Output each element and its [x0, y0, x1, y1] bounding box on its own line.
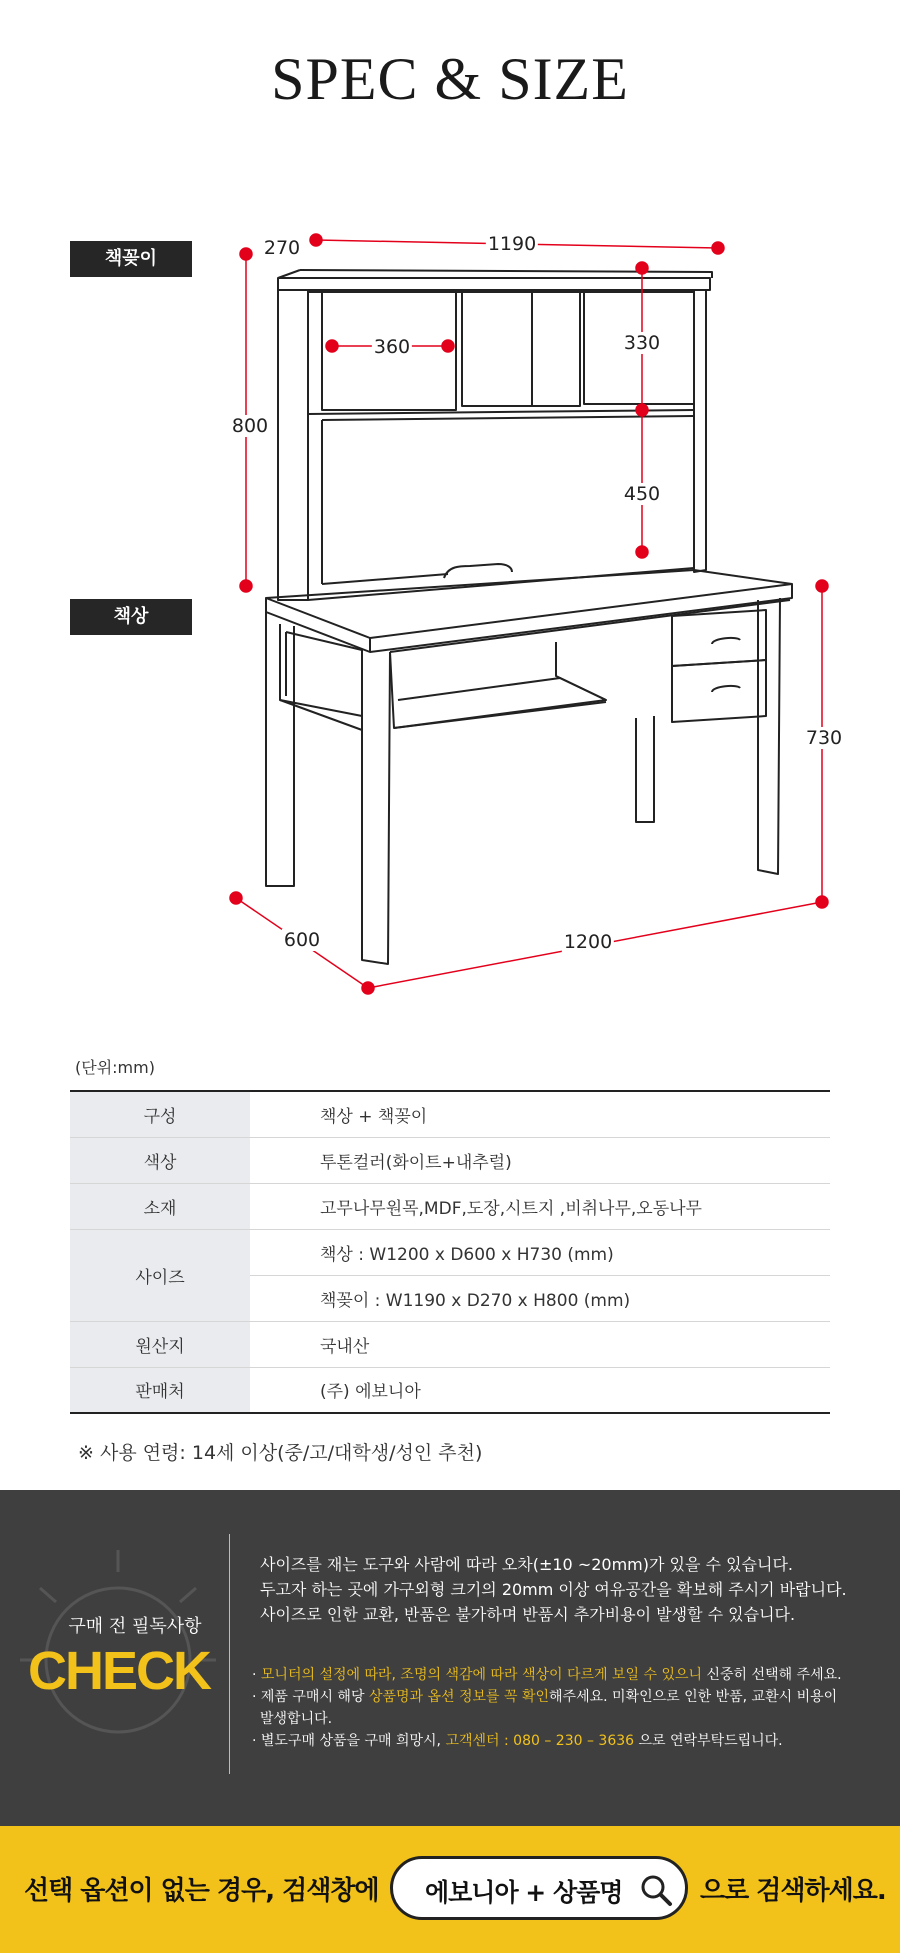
- table-row: [70, 1229, 830, 1275]
- dim-hutch-width: 1190: [487, 233, 537, 255]
- check-bullets: [252, 1664, 882, 1752]
- banner-left-text: 선택 옵션이 없는 경우, 검색창에: [24, 1876, 379, 1906]
- bullet-highlight: 상품명과 옵션 정보를 꼭 확인: [368, 1689, 550, 1705]
- unit-label: (단위:mm): [75, 1058, 155, 1077]
- bullet-item: · 모니터의 설정에 따라, 조명의 색감에 따라 색상이 다르게 보일 수 있으니 신중히 선택해 주세요.: [252, 1667, 842, 1683]
- check-notes: [260, 1552, 880, 1627]
- row-value: 책꽂이 : W1190 x D270 x H800 (mm): [250, 1275, 830, 1321]
- row-label: 판매처: [70, 1367, 250, 1413]
- desk-label: 책상: [70, 599, 192, 635]
- dim-hutch-height: 800: [231, 415, 269, 437]
- bullet-text: 으로 연락부탁드립니다.: [634, 1733, 783, 1749]
- check-title: CHECK: [27, 1641, 210, 1701]
- note-line: 사이즈를 재는 도구와 사람에 따라 오차(±10 ~20mm)가 있을 수 있습니다.: [260, 1555, 793, 1574]
- dim-desk-depth: 600: [283, 929, 321, 951]
- note-line: 두고자 하는 곳에 가구외형 크기의 20mm 이상 여유공간을 확보해 주시기 바랍니다.: [260, 1580, 847, 1599]
- search-guide-banner: [0, 1826, 900, 1953]
- table-row: [70, 1137, 830, 1183]
- search-keyword: 에보니아 + 상품명: [425, 1878, 623, 1907]
- note-line: 사이즈로 인한 교환, 반품은 불가하며 반품시 추가비용이 발생할 수 있습니다.: [260, 1605, 796, 1624]
- hutch-label: 책꽂이: [70, 241, 192, 277]
- dim-desk-width: 1200: [563, 931, 613, 953]
- row-label: 원산지: [70, 1321, 250, 1367]
- row-label: 구성: [70, 1091, 250, 1137]
- dim-cubby-width: 360: [373, 336, 411, 358]
- bullet-highlight: 모니터의 설정에 따라, 조명의 색감에 따라 색상이 다르게 보일 수 있으니: [260, 1667, 703, 1683]
- divider: [229, 1534, 230, 1774]
- banner-right-text: 으로 검색하세요.: [700, 1876, 886, 1906]
- row-value: (주) 에보니아: [250, 1367, 830, 1413]
- bullet-item: · 별도구매 상품을 구매 희망시, 고객센터 : 080 – 230 – 3636 으로 연락부탁드립니다.: [252, 1733, 783, 1749]
- dim-hutch-depth: 270: [263, 237, 301, 259]
- table-row: [70, 1091, 830, 1137]
- row-label: 색상: [70, 1137, 250, 1183]
- bullet-highlight: 고객센터 : 080 – 230 – 3636: [445, 1733, 635, 1749]
- check-subtitle: 구매 전 필독사항: [68, 1616, 202, 1637]
- dim-back-panel-height: 450: [623, 483, 661, 505]
- page-title: SPEC & SIZE: [271, 46, 629, 112]
- row-value: 책상 : W1200 x D600 x H730 (mm): [250, 1229, 830, 1275]
- dim-desk-height: 730: [805, 727, 843, 749]
- table-row: [70, 1321, 830, 1367]
- age-note: ※ 사용 연령: 14세 이상(중/고/대학생/성인 추천): [78, 1442, 483, 1464]
- search-box[interactable]: [390, 1856, 688, 1920]
- bullet-text: 제품 구매시 해당: [260, 1689, 369, 1705]
- row-value: 투톤컬러(화이트+내추럴): [250, 1137, 830, 1183]
- spec-table: [70, 1090, 830, 1414]
- row-value: 책상 + 책꽂이: [250, 1091, 830, 1137]
- row-value: 고무나무원목,MDF,도장,시트지 ,비취나무,오동나무: [250, 1183, 830, 1229]
- bullet-item: · 제품 구매시 해당 상품명과 옵션 정보를 꼭 확인해주세요. 미확인으로 인한 반품, 교환시 비용이: [252, 1689, 838, 1705]
- search-icon: [639, 1873, 673, 1907]
- bullet-text: 별도구매 상품을 구매 희망시,: [260, 1733, 446, 1749]
- table-row: [70, 1183, 830, 1229]
- row-value: 국내산: [250, 1321, 830, 1367]
- bullet-text: 신중히 선택해 주세요.: [702, 1667, 842, 1683]
- bullet-continuation: 발생합니다.: [260, 1711, 333, 1727]
- dim-cubby-height: 330: [623, 332, 661, 354]
- table-row: [70, 1367, 830, 1413]
- row-label: 소재: [70, 1183, 250, 1229]
- check-section: [0, 1490, 900, 1826]
- bullet-text: 해주세요. 미확인으로 인한 반품, 교환시 비용이: [549, 1689, 838, 1705]
- row-label: 사이즈: [70, 1229, 250, 1321]
